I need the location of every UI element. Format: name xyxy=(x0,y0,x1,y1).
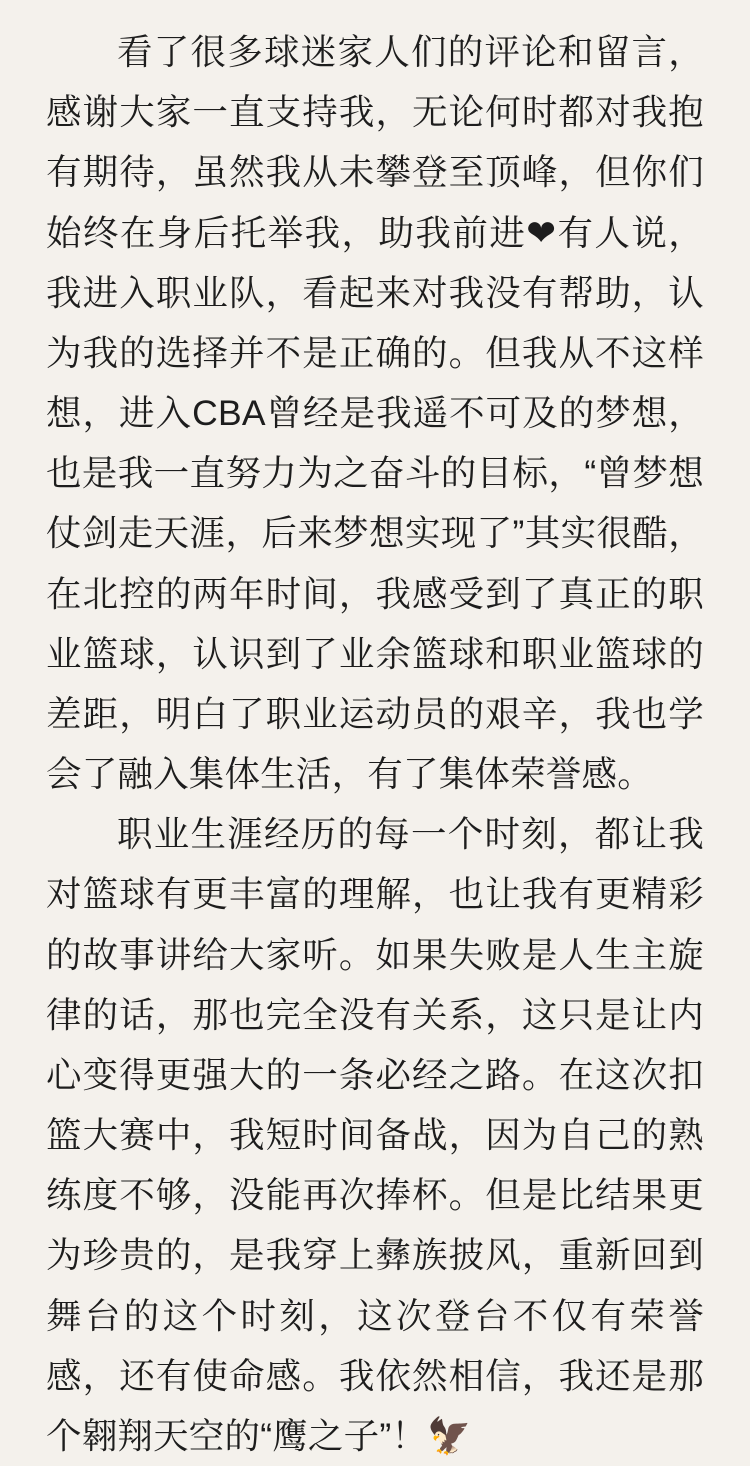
paragraph-1: 看了很多球迷家人们的评论和留言，感谢大家一直支持我，无论何时都对我抱有期待，虽然我从未攀登至顶峰，但你们始终在身后托举我，助我前进❤有人说，我进入职业队，看起来对我没有帮助，认为我的选择并不是正确的。但我从不这样想，进入CBA曾经是我遥不可及的梦想，也是我一直努力为之奋斗的目标，“曾梦想仗剑走天涯，后来梦想实现了”其实很酷，在北控的两年时间，我感受到了真正的职业篮球，认识到了业余篮球和职业篮球的差距，明白了职业运动员的艰辛，我也学会了融入集体生活，有了集体荣誉感。 xyxy=(46,32,704,795)
paragraph-2: 职业生涯经历的每一个时刻，都让我对篮球有更丰富的理解，也让我有更精彩的故事讲给大家听。如果失败是人生主旋律的话，那也完全没有关系，这只是让内心变得更强大的一条必经之路。在这次扣篮大赛中，我短时间备战，因为自己的熟练度不够，没能再次捧杯。但是比结果更为珍贵的，是我穿上彝族披风，重新回到舞台的这个时刻，这次登台不仅有荣誉感，还有使命感。我依然相信，我还是那个翱翔天空的“鹰之子”！🦅 xyxy=(46,814,704,1456)
article-body xyxy=(46,22,704,1466)
